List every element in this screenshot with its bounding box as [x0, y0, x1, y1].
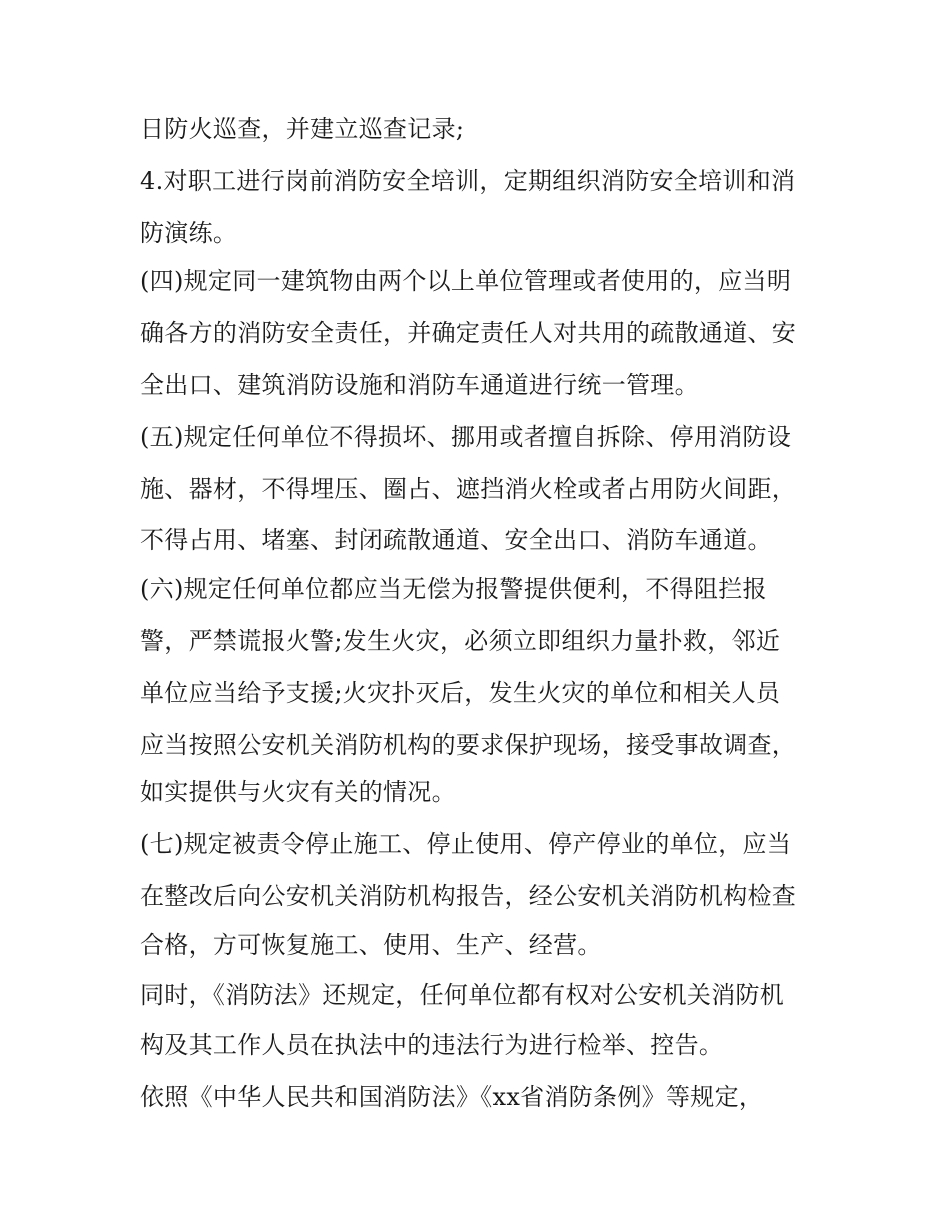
text-line: (五)规定任何单位不得损坏、挪用或者擅自拆除、停用消防设: [140, 423, 792, 451]
text-line: 警，严禁谎报火警;发生火灾，必须立即组织力量扑救，邻近: [140, 627, 781, 655]
text-line: 合格，方可恢复施工、使用、生产、经营。: [140, 931, 602, 959]
text-line: 防演练。: [140, 219, 238, 247]
text-line: 构及其工作人员在执法中的违法行为进行检举、控告。: [140, 1031, 724, 1059]
text-line: 单位应当给予支援;火灾扑灭后，发生火灾的单位和相关人员: [140, 679, 781, 707]
text-line: 4.对职工进行岗前消防安全培训，定期组织消防安全培训和消: [140, 167, 796, 195]
text-line: 确各方的消防安全责任，并确定责任人对共用的疏散通道、安: [140, 319, 797, 347]
text-line: 在整改后向公安机关消防机构报告，经公安机关消防机构检查: [140, 882, 797, 910]
text-line: 如实提供与火灾有关的情况。: [140, 778, 456, 806]
text-line: 全出口、建筑消防设施和消防车通道进行统一管理。: [140, 371, 699, 399]
text-line: 不得占用、堵塞、封闭疏散通道、安全出口、消防车通道。: [140, 526, 772, 554]
text-line: 日防火巡查，并建立巡查记录;: [140, 115, 465, 143]
text-line: 应当按照公安机关消防机构的要求保护现场，接受事故调查，: [140, 731, 797, 759]
text-line: (六)规定任何单位都应当无偿为报警提供便利，不得阻拦报: [140, 575, 767, 603]
text-line: (七)规定被责令停止施工、停止使用、停产停业的单位，应当: [140, 830, 792, 858]
text-line: (四)规定同一建筑物由两个以上单位管理或者使用的，应当明: [140, 267, 792, 295]
text-line: 施、器材，不得埋压、圈占、遮挡消火栓或者占用防火间距，: [140, 475, 797, 503]
text-line: 同时，《消防法》还规定，任何单位都有权对公安机关消防机: [140, 981, 785, 1009]
text-line: 依照《中华人民共和国消防法》《xx省消防条例》等规定，: [140, 1083, 764, 1111]
